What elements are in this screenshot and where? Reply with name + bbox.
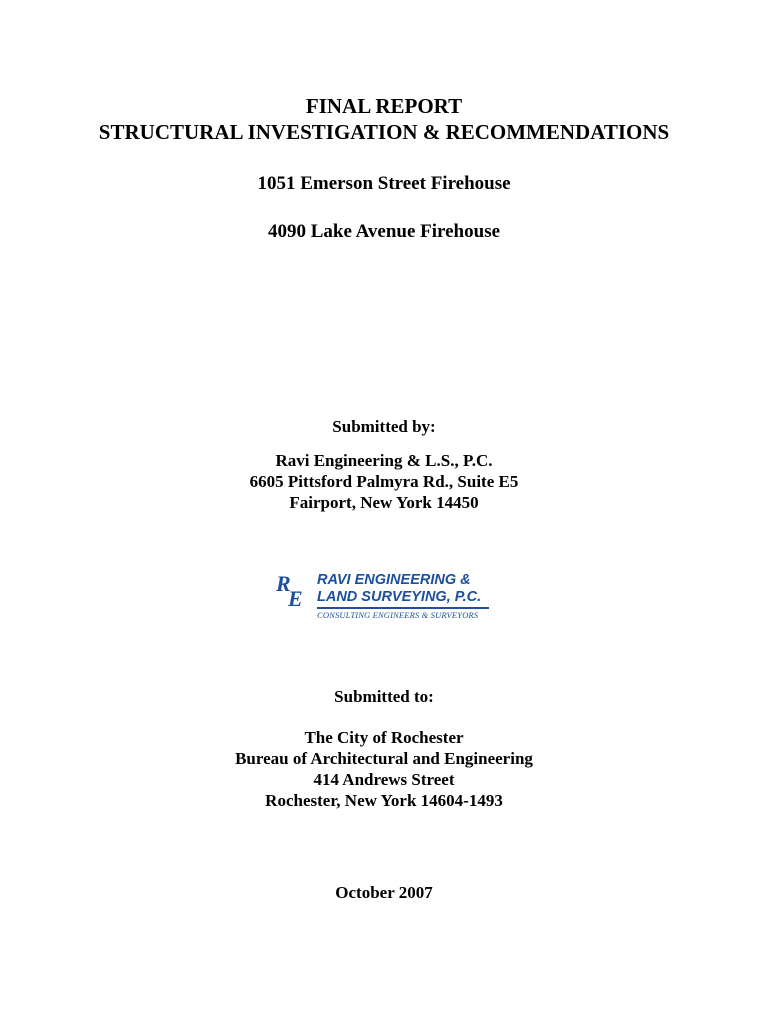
logo-tagline: CONSULTING ENGINEERS & SURVEYORS: [317, 610, 479, 620]
logo-divider: [317, 607, 489, 609]
location-lake-avenue: 4090 Lake Avenue Firehouse: [267, 221, 501, 242]
company-logo: [274, 568, 504, 624]
recipient-bureau: Bureau of Architectural and Engineering: [235, 749, 533, 768]
recipient-street: 414 Andrews Street: [313, 770, 455, 789]
submitter-city: Fairport, New York 14450: [289, 493, 479, 512]
submitted-to-heading: Submitted to:: [334, 687, 434, 706]
report-title: FINAL REPORT: [305, 94, 463, 118]
report-subtitle: STRUCTURAL INVESTIGATION & RECOMMENDATIONS: [98, 120, 670, 144]
submitter-street: 6605 Pittsford Palmyra Rd., Suite E5: [249, 472, 519, 491]
logo-name-line2: LAND SURVEYING, P.C.: [317, 589, 482, 605]
logo-name-line1: RAVI ENGINEERING &: [317, 572, 471, 588]
submitted-by-heading: Submitted by:: [332, 417, 436, 436]
svg-text:R: R: [276, 571, 291, 596]
re-monogram-icon: [274, 570, 314, 610]
submitter-company: Ravi Engineering & L.S., P.C.: [275, 451, 493, 470]
recipient-city: The City of Rochester: [304, 728, 464, 747]
svg-text:E: E: [288, 586, 303, 610]
location-emerson-street: 1051 Emerson Street Firehouse: [257, 173, 511, 194]
report-date: October 2007: [335, 883, 433, 902]
recipient-city-state-zip: Rochester, New York 14604-1493: [265, 791, 503, 810]
